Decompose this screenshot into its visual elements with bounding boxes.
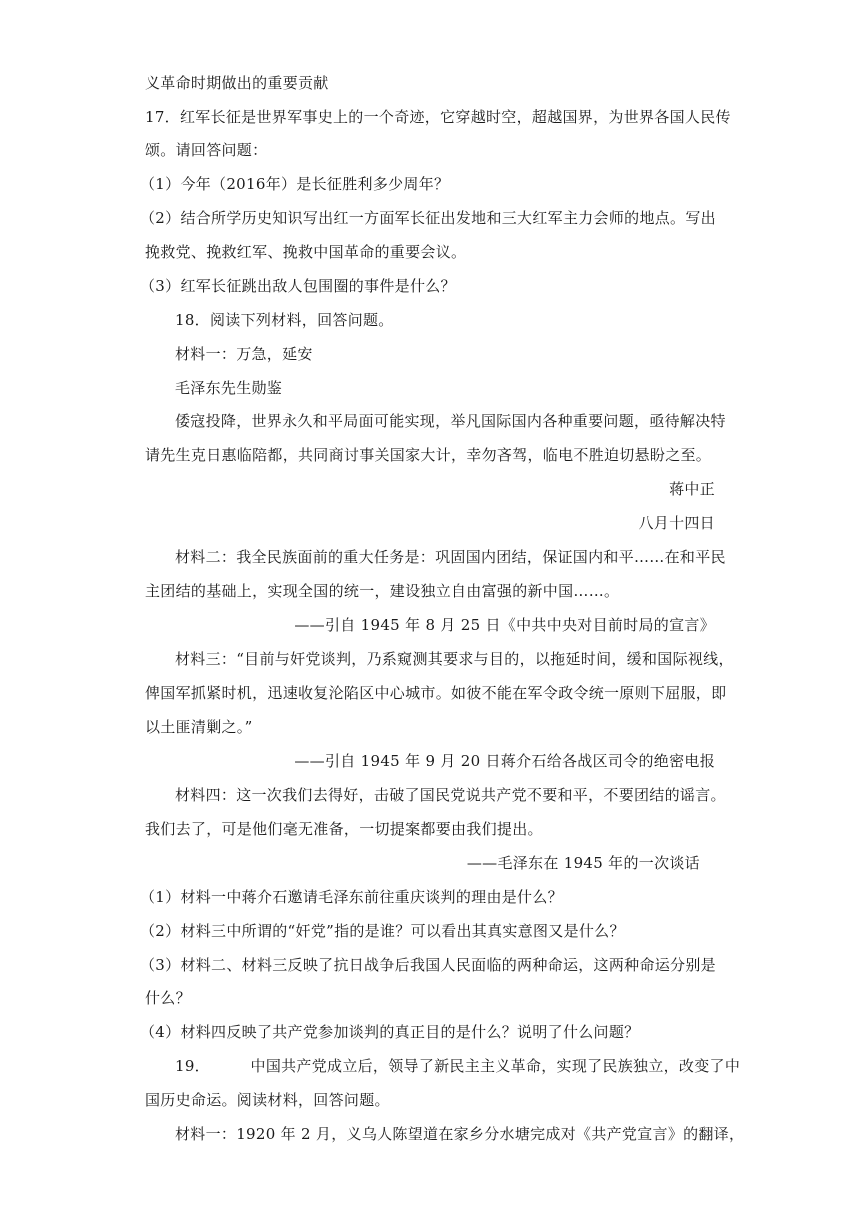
question-17-sub-2-cont: 挽救党、挽救红军、挽救中国革命的重要会议。: [145, 243, 467, 261]
question-18-heading: 18．阅读下列材料，回答问题。: [175, 311, 394, 329]
question-18-sub-1: （1）材料一中蒋介石邀请毛泽东前往重庆谈判的理由是什么？: [140, 888, 563, 906]
question-17-sub-2: （2）结合所学历史知识写出红一方面军长征出发地和三大红军主力会师的地点。写出: [140, 209, 716, 227]
material-1-body-2: 请先生克日惠临陪都，共同商讨事关国家大计，幸勿吝驾，临电不胜迫切悬盼之至。: [145, 446, 712, 464]
question-19-line-2: 国历史命运。阅读材料，回答问题。: [145, 1091, 390, 1109]
material-1-header: 材料一：万急，延安: [175, 345, 313, 363]
material-2-source: ——引自 1945 年 8 月 25 日《中共中央对目前时局的宣言》: [294, 616, 715, 634]
question-18-sub-4: （4）材料四反映了共产党参加谈判的真正目的是什么？说明了什么问题？: [140, 1023, 640, 1041]
question-18-sub-3-cont: 什么？: [145, 989, 191, 1007]
material-4-body-2: 我们去了，可是他们毫无准备，一切提案都要由我们提出。: [145, 820, 543, 838]
material-1-salutation: 毛泽东先生勋鉴: [175, 379, 283, 397]
question-19-material-1: 材料一：1920 年 2 月，义乌人陈望道在家乡分水塘完成对《共产党宣言》的翻译，: [175, 1125, 745, 1143]
material-2-body-1: 材料二：我全民族面前的重大任务是：巩固国内团结，保证国内和平……在和平民: [175, 548, 726, 566]
material-3-body-2: 俾国军抓紧时机，迅速收复沦陷区中心城市。如彼不能在军令政令统一原则下屈服，即: [145, 684, 727, 702]
question-17-sub-1: （1）今年（2016年）是长征胜利多少周年？: [140, 175, 450, 193]
text-line: 义革命时期做出的重要贡献: [145, 74, 329, 92]
question-18-sub-2: （2）材料三中所谓的“奸党”指的是谁？可以看出其真实意图又是什么？: [140, 922, 625, 940]
material-3-source: ——引自 1945 年 9 月 20 日蒋介石给各战区司令的绝密电报: [294, 752, 715, 770]
material-3-body-3: 以土匪清剿之。”: [145, 718, 253, 736]
material-1-signature: 蒋中正: [669, 480, 715, 498]
material-1-date: 八月十四日: [638, 514, 715, 532]
question-17-line-2: 颂。请回答问题：: [145, 141, 268, 159]
question-18-sub-3: （3）材料二、材料三反映了抗日战争后我国人民面临的两种命运，这两种命运分别是: [140, 956, 716, 974]
material-4-body-1: 材料四：这一次我们去得好，击破了国民党说共产党不要和平，不要团结的谣言。: [175, 786, 726, 804]
question-19-line-1: 19． 中国共产党成立后，领导了新民主主义革命，实现了民族独立，改变了中: [175, 1057, 741, 1075]
material-3-body-1: 材料三：“目前与奸党谈判，乃系窥测其要求与目的，以拖延时间，缓和国际视线，: [175, 650, 734, 668]
material-2-body-2: 主团结的基础上，实现全国的统一，建设独立自由富强的新中国……。: [145, 582, 620, 600]
material-4-source: ——毛泽东在 1945 年的一次谈话: [466, 854, 700, 872]
question-17-line-1: 17．红军长征是世界军事史上的一个奇迹，它穿越时空，超越国界，为世界各国人民传: [145, 108, 731, 126]
question-17-sub-3: （3）红军长征跳出敌人包围圈的事件是什么？: [140, 277, 456, 295]
material-1-body-1: 倭寇投降，世界永久和平局面可能实现，举凡国际国内各种重要问题，亟待解决特: [175, 412, 726, 430]
